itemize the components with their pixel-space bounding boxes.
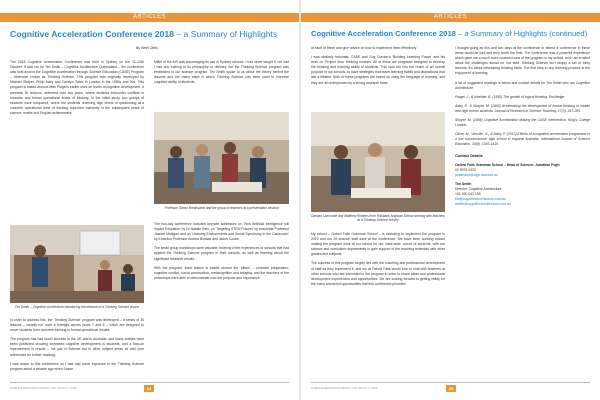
title-suffix: – a Summary of Highlights <box>173 29 278 39</box>
contact1-phone: 02 9975 0333 <box>455 167 476 172</box>
photo-conference-room <box>10 225 144 303</box>
title-suffix: – a Summary of Highlights (continued) <box>455 29 588 38</box>
right-page <box>301 0 600 400</box>
footer-text: SCIENCE EDUCATION NEWS • VOL 68 NO 1 • 2019 <box>10 386 77 390</box>
paragraph: A list of suggested readings is below and contact details for Tim Smith who ran Cognitive Architecture. <box>455 80 590 90</box>
paragraph: The 2018 Cognitive Acceleration Conference was held in Sydney on the 11–12th October. It was run by Tim Smith – Cognitive Architecture Queensland – the conference was built around the Cognitive Acceleration through Science Education (CASE) Program – otherwise known as Thinking Science. This program was originally developed by Michael Shayer, Philip Adey and Carolyn Yates in London in the 1980s and 90s. This program is based around Jean Piaget's earlier work on levels of cognitive development. It presents 30 lessons, delivered over two years, where students encounter conflicts in concrete and formal operational levels of thinking. In the initial study, two groups of students were compared, where the students receiving high levels of questioning at a concrete operational level of thinking improved markedly in the subsequent years of science, maths and English achievement. <box>10 60 144 115</box>
article-title <box>311 29 596 38</box>
left-col2b <box>154 222 289 285</box>
contact-heading: Contact Details <box>455 153 483 158</box>
contact1-email-link[interactable]: jonathanp@ofgs.nsw.edu.au <box>455 172 498 177</box>
reference-item: Adey, P., & Shayer, M. (1990) Accelerating the development of formal thinking in middle and high school students. Journal of Research in Science Teaching, 27(3), 267-285. <box>455 103 590 113</box>
page-number: 24 <box>144 385 154 392</box>
right-col1a <box>311 46 445 90</box>
paragraph: In order to address this, the 'Thinking Science' program was developed – a series of 30 lessons – usually run once a fortnight across years 7 and 8 – which are designed to move students from concrete thinking to formal operational modes. <box>10 318 144 333</box>
section-band <box>0 13 299 22</box>
paragraph: I was similarly fortunate, CASE and Guy Claxton's 'Building Learning Power' and his work on 'Project Zero' thinking routines. All of these are programs designed to develop the thinking and learning ability of students. This took me into the realm of an overall purpose in our schools, to have strategies that teach learning habits and dispositions that last a lifetime. Both of these programs are based on using the language of learning, and they are all underpinned by a strong research base. <box>311 55 445 85</box>
contact2-phone: +61 490 043 158 <box>455 192 481 197</box>
paragraph: The program has had much success in the UK and in Australia, and many articles have been published showing increased cognitive development in students, and a flow-on improvement in results – not just in Science but in other subject areas as well (see references for further reading). <box>10 337 144 357</box>
contact2-name: Tim Smith <box>455 181 472 186</box>
photo-caption: Tim Smith – Cognitive Architecture introducing the network of a Thinking Science lesson <box>14 305 140 309</box>
title-main: Cognitive Acceleration Conference 2018 <box>311 29 456 38</box>
right-col1b <box>311 232 445 291</box>
right-col2 <box>455 46 590 207</box>
left-col2a <box>154 60 289 89</box>
contact2-role: Director, Cognitive Architecture <box>455 186 502 191</box>
paragraph: Miller of the AIS was encouraging its use in Sydney schools. I had never taught it, nor had I had any training in its philosophy or delivery, but the Thinking Science program was embedded in our science program. Tim Smith spoke to us about the theory behind the lessons and the many ways in which Thinking Science has been used to increase cognitive ability in students. <box>154 60 289 85</box>
reference-item: Shayer, M. (1999) Cognitive Acceleration Making the CASE Intervention. King's College London. <box>455 118 590 128</box>
byline: By Beth Oldis <box>136 46 158 50</box>
reference-item: Piaget, J., & Inhelder, B. (1958) The growth of logical thinking. Routledge <box>455 94 565 99</box>
paragraph: The small group workshops were valuable, hearing of the experiences of schools that had applied the Thinking Science program in their schools, as well as learning about the significant research results. <box>154 246 289 261</box>
left-col1b <box>10 318 144 376</box>
article-title <box>10 29 295 39</box>
contact2-email-link[interactable]: tsmith@cognitivearchitecture.com.au <box>455 202 511 207</box>
photo-workshop-group <box>154 112 289 204</box>
section-label: ARTICLES <box>433 14 468 20</box>
paragraph: The success of this program largely lies with the coaching and professional development of staff as they implement it, and we at Oxford Falls would love to chat with teachers at other schools who are interested in the program in order to share ideas and professional development experiences and opportunities. We are looking forward to getting ready for the many wonderful opportunities that this conference provided. <box>311 261 445 286</box>
paragraph: My school – Oxford Falls Grammar School – is intending to implement the program in 2019 and our 25 science staff were at the conference. We have been working toward making the program work at our school for our 'case-wide' cohort of students, with our science and curriculum departments to gain support of the teaching materials with other grades and subjects. <box>311 232 445 257</box>
left-col1 <box>10 60 144 120</box>
paragraph: I was drawn to this conference as I had had some exposure to the Thinking Science program about a decade ago when Susan <box>10 361 144 371</box>
paragraph: of each of these and give advice on how to implement them effectively. <box>311 46 417 50</box>
paragraph: The two-day conference included keynote addresses on 'How Artificial Intelligence will impact Education' by Dr Natalie Reis, on 'Targeting STEM Futures' by Associate Professor Joanne Mulligan and on 'Learning Environments and Social Synchrony in the Classroom' by Emeritus Professor Andrea Bolstad and Jason Cooke. <box>154 222 289 242</box>
paragraph: I thought going as this and two days at the conference to attend a conference in these areas would be well and truly worth the time. The conference was a powerful experience which gave me a much more nuanced view of the program in my school, and I am excited about the challenges ahead for our staff. Thinking Science isn't simply a set of thirty lessons; it's about developing thinking skills. The first step in any learning process is the enjoyment of learning. <box>455 46 590 76</box>
paragraph: With the program, each lesson is based around the 'pillars' – concrete preparation, cognitive conflict, social construction, metacognition and bridging, and the teachers of the workshops were able to demonstrate how the purpose and importance <box>154 265 289 280</box>
contact2-web-link[interactable]: tim@cognitivearchitecture.com.au <box>455 197 507 202</box>
photo-teachers-activity <box>311 112 445 212</box>
footer-text: SCIENCE EDUCATION NEWS • VOL 68 NO 1 • 2019 <box>311 386 378 390</box>
section-band <box>301 13 600 22</box>
title-main: Cognitive Acceleration Conference 2018 <box>10 29 174 39</box>
photo-caption: Professor Simon Breakspear and the group of teachers at a presentation session <box>164 206 279 210</box>
photo-caption: Damian Larcombe and Matthew Richens from Hillsbank Anglican School working with teachers at a Thinking Science Activity <box>311 214 445 223</box>
page-number: 25 <box>446 385 456 392</box>
contact1-name: Oxford Falls Grammar School – Head of Science: Jonathan Pugh <box>455 162 560 167</box>
left-page <box>0 0 299 400</box>
reference-item: Oliver, M., Venville, G., & Adey, P. (2012) Effects of a cognitive acceleration programme in a low socioeconomic high school in regional Australia. International Journal of Science Education, 34(9), 1393-1410. <box>455 132 590 147</box>
section-label: ARTICLES <box>132 14 167 20</box>
reference-list <box>455 95 590 148</box>
